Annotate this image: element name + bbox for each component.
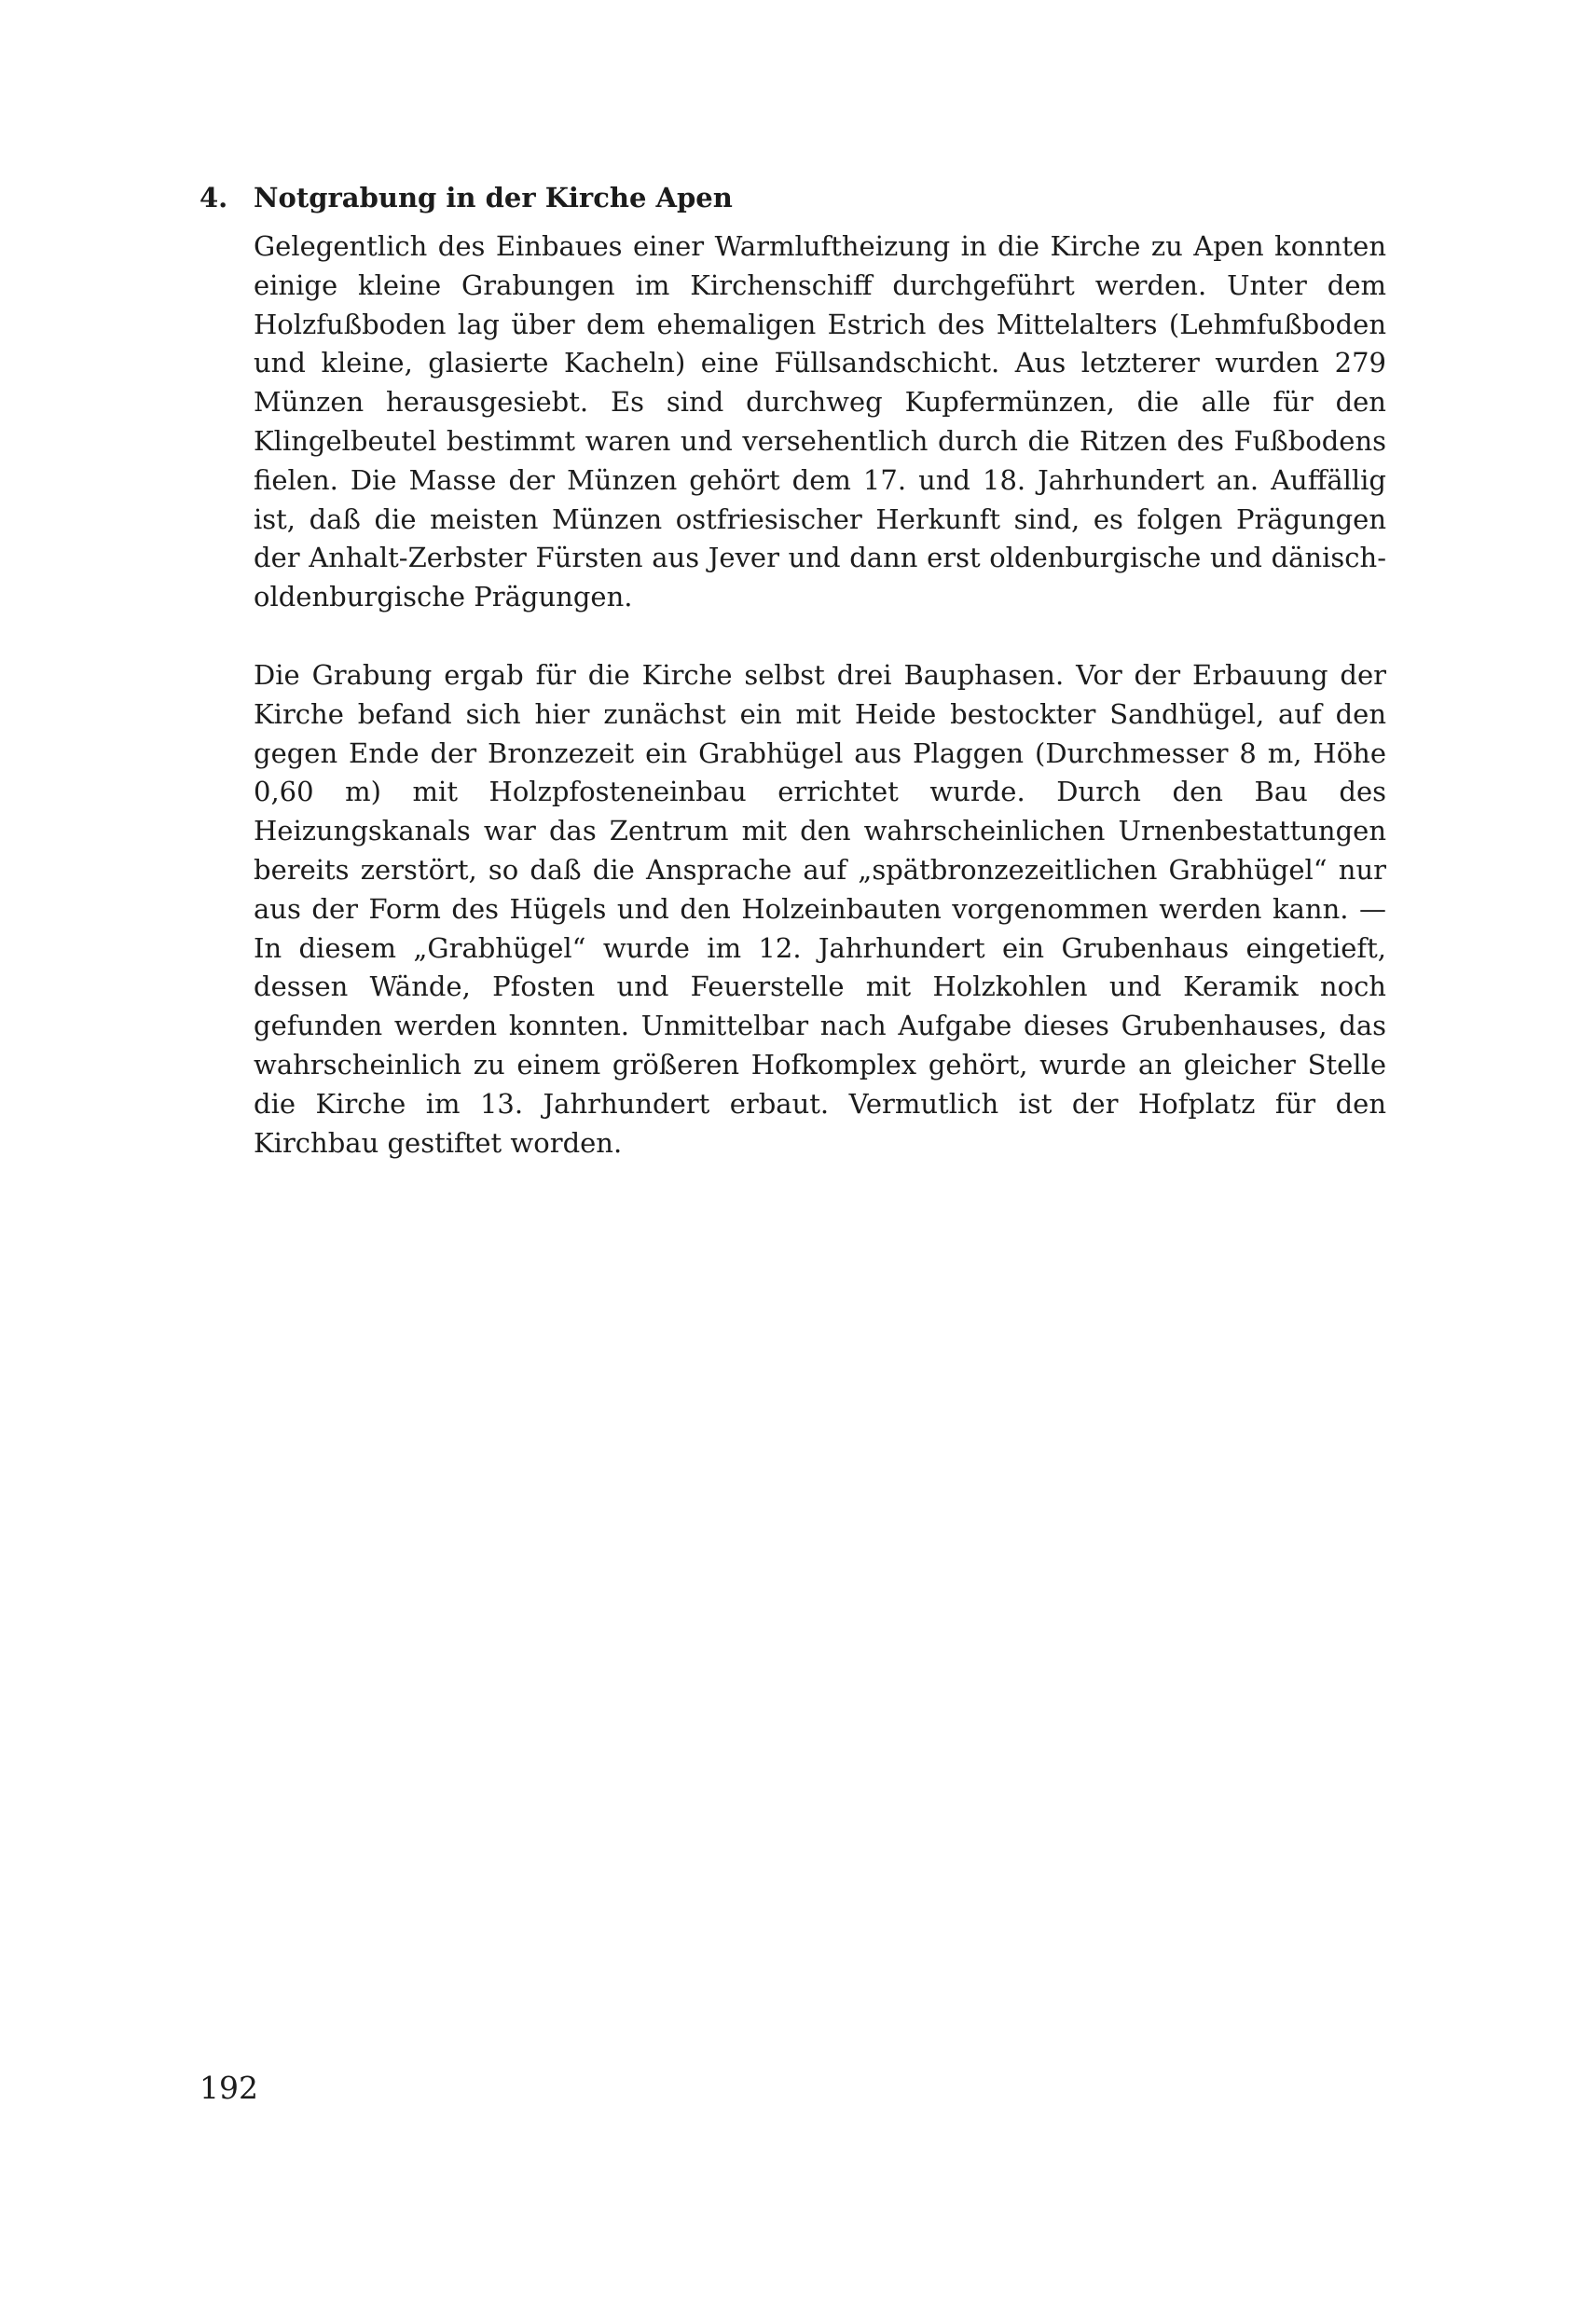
section-number: 4. bbox=[200, 182, 228, 213]
body-text bbox=[254, 227, 1386, 1163]
page-number: 192 bbox=[200, 2070, 258, 2106]
paragraph-coins: Gelegentlich des Einbaues einer Warmluftheizung in die Kirche zu Apen konnten einige kleine Grabungen im Kirchenschiff durchgeführt werden. Unter dem Holzfußboden lag über dem ehemaligen Estrich des Mittelalters (Lehmfußboden und kleine, glasierte Kacheln) eine Füllsandschicht. Aus letzterer wurden 279 Münzen herausgesiebt. Es sind durchweg Kupfermünzen, die alle für den Klingelbeutel bestimmt waren und versehentlich durch die Ritzen des Fußbodens fielen. Die Masse der Münzen gehört dem 17. und 18. Jahrhundert an. Auffällig ist, daß die meisten Münzen ostfriesischer Herkunft sind, es folgen Prägungen der Anhalt-Zerbster Fürsten aus Jever und dann erst oldenburgische und dänisch-oldenburgische Prägungen. bbox=[254, 230, 1386, 613]
section-title: Notgrabung in der Kirche Apen bbox=[254, 182, 733, 213]
paragraph-building-phases: Die Grabung ergab für die Kirche selbst drei Bauphasen. Vor der Erbauung der Kirche befand sich hier zunächst ein mit Heide bestockter Sandhügel, auf den gegen Ende der Bronzezeit ein Grabhügel aus Plaggen (Durchmesser 8 m, Höhe 0,60 m) mit Holzpfosteneinbau errichtet wurde. Durch den Bau des Heizungskanals war das Zentrum mit den wahrscheinlichen Urnenbestattungen bereits zerstört, so daß die Ansprache auf „spätbronzezeitlichen Grabhügel“ nur aus der Form des Hügels und den Holzeinbauten vorgenommen werden kann. — In diesem „Grabhügel“ wurde im 12. Jahrhundert ein Grubenhaus eingetieft, dessen Wände, Pfosten und Feuerstelle mit Holzkohlen und Keramik noch gefunden werden konnten. Unmittelbar nach Aufgabe dieses Grubenhauses, das wahrscheinlich zu einem größeren Hofkomplex gehört, wurde an gleicher Stelle die Kirche im 13. Jahrhundert erbaut. Vermutlich ist der Hofplatz für den Kirchbau gestiftet worden. bbox=[254, 658, 1386, 1159]
